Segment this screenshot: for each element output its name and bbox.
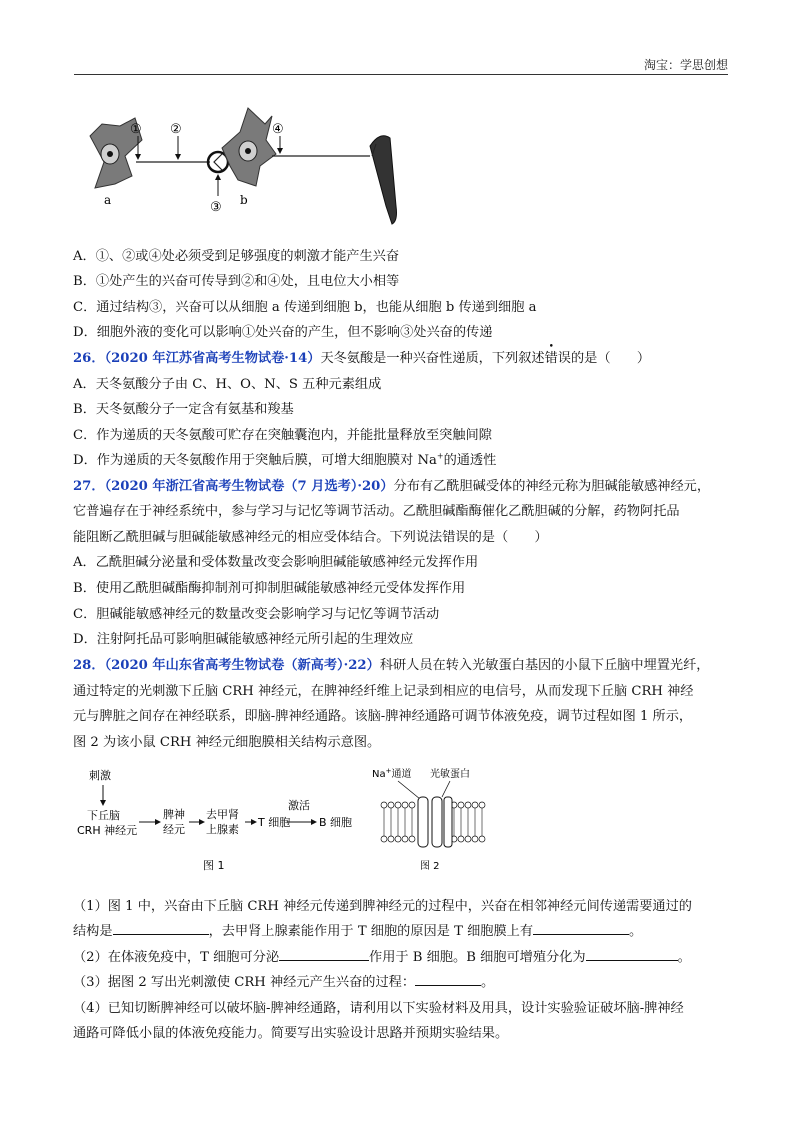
q25-option-c: C．通过结构③，兴奋可以从细胞 a 传递到细胞 b，也能从细胞 b 传递到细胞 a bbox=[73, 300, 537, 315]
q26-number: 26． bbox=[73, 351, 105, 366]
q28-number: 28． bbox=[73, 658, 105, 673]
header-text: 淘宝：学思创想 bbox=[643, 58, 728, 72]
fig1-node-crh: CRH 神经元 bbox=[77, 824, 138, 837]
label-2: ② bbox=[170, 122, 182, 137]
q26-option-c: C．作为递质的天冬氨酸可贮存在突触囊泡内，并能批量释放至突触间隙 bbox=[73, 428, 492, 443]
q27-stem-1: 27．（2020 年浙江省高考生物试卷（7 月选考）·20）分布有乙酰胆碱受体的神经元称为胆碱能敏感神经元， bbox=[73, 479, 711, 494]
fig1-activate: 激活 bbox=[288, 799, 310, 812]
answer-blank-2[interactable] bbox=[533, 922, 629, 935]
label-a: a bbox=[104, 193, 112, 207]
fig1-caption: 图 1 bbox=[203, 859, 225, 872]
fig1-node-ne-a: 去甲肾 bbox=[206, 808, 239, 821]
fig1-node-hypothalamus: 下丘脑 bbox=[87, 809, 120, 822]
answer-blank-1[interactable] bbox=[113, 922, 209, 935]
q28-sub4-line1: （4）已知切断脾神经可以破坏脑-脾神经通路，请利用以下实验材料及用具，设计实验验证破坏脑-脾神经 bbox=[73, 1001, 684, 1016]
answer-blank-4[interactable] bbox=[586, 948, 678, 961]
fig1-node-spleen-a: 脾神 bbox=[163, 808, 185, 821]
q27-option-a: A．乙酰胆碱分泌量和受体数量改变会影响胆碱能敏感神经元发挥作用 bbox=[73, 555, 479, 570]
q25-option-d: D．细胞外液的变化可以影响①处兴奋的产生，但不影响③处兴奋的传递 bbox=[73, 325, 493, 340]
q28-source: （2020 年山东省高考生物试卷（新高考）·22） bbox=[104, 658, 380, 673]
fig2-caption: 图 2 bbox=[420, 861, 440, 872]
label-b: b bbox=[240, 193, 248, 207]
q25-option-b: B．①处产生的兴奋可传导到②和④处，且电位大小相等 bbox=[73, 274, 400, 289]
q27-option-d: D．注射阿托品可影响胆碱能敏感神经元所引起的生理效应 bbox=[73, 632, 414, 647]
q27-stem-3: 能阻断乙酰胆碱与胆碱能敏感神经元的相应受体结合。下列说法错误的是（ ） bbox=[73, 530, 548, 545]
fig2-photoprotein: 光敏蛋白 bbox=[430, 769, 470, 780]
fig2-na-channel: Na+通道 bbox=[372, 767, 412, 780]
q27-option-b: B．使用乙酰胆碱酯酶抑制剂可抑制胆碱能敏感神经元受体发挥作用 bbox=[73, 581, 466, 596]
answer-blank-5[interactable] bbox=[415, 973, 481, 986]
q25-option-a: A．①、②或④处必须受到足够强度的刺激才能产生兴奋 bbox=[73, 249, 400, 264]
fig1-node-bcell: B 细胞 bbox=[319, 816, 353, 829]
label-4: ④ bbox=[272, 122, 284, 137]
q28-stem-4: 图 2 为该小鼠 CRH 神经元细胞膜相关结构示意图。 bbox=[73, 735, 381, 750]
neuron-figure bbox=[80, 96, 420, 226]
label-1: ① bbox=[130, 122, 142, 137]
q26-option-a: A．天冬氨酸分子由 C、H、O、N、S 五种元素组成 bbox=[73, 377, 382, 392]
figure-2 bbox=[372, 767, 490, 877]
q27-number: 27． bbox=[73, 479, 105, 494]
answer-blank-3[interactable] bbox=[279, 948, 369, 961]
q26-source: （2020 年江苏省高考生物试卷·14） bbox=[104, 351, 321, 366]
page-header bbox=[74, 52, 728, 75]
q27-option-c: C．胆碱能敏感神经元的数量改变会影响学习与记忆等调节活动 bbox=[73, 607, 440, 622]
q28-stem-1: 28．（2020 年山东省高考生物试卷（新高考）·22）科研人员在转入光敏蛋白基因的小鼠下丘脑中埋置光纤， bbox=[73, 658, 710, 673]
q26-option-d: D．作为递质的天冬氨酸作用于突触后膜，可增大细胞膜对 Na+的通透性 bbox=[73, 451, 497, 468]
fig1-node-ne-b: 上腺素 bbox=[206, 823, 239, 836]
fig1-node-tcell: T 细胞 bbox=[258, 816, 291, 829]
label-3: ③ bbox=[210, 200, 222, 215]
q28-sub1-line1: （1）图 1 中，兴奋由下丘脑 CRH 神经元传递到脾神经元的过程中，兴奋在相邻神经元间传递需要通过的 bbox=[73, 899, 692, 914]
q28-stem-3: 元与脾脏之间存在神经联系，即脑-脾神经通路。该脑-脾神经通路可调节体液免疫，调节过程如图 1 所示， bbox=[73, 709, 693, 724]
figure-1 bbox=[75, 767, 375, 877]
q27-stem-2: 它普遍存在于神经系统中，参与学习与记忆等调节活动。乙酰胆碱酯酶催化乙酰胆碱的分解，药物阿托品 bbox=[73, 504, 680, 519]
q28-stem-2: 通过特定的光刺激下丘脑 CRH 神经元，在脾神经纤维上记录到相应的电信号，从而发现下丘脑 CRH 神经 bbox=[73, 684, 694, 699]
fig1-stimulus: 刺激 bbox=[89, 769, 111, 782]
q28-sub4-line2: 通路可降低小鼠的体液免疫能力。简要写出实验设计思路并预期实验结果。 bbox=[73, 1026, 509, 1041]
fig1-node-spleen-b: 经元 bbox=[163, 823, 185, 836]
q26-option-b: B．天冬氨酸分子一定含有氨基和羧基 bbox=[73, 402, 294, 417]
q28-sub3: （3）据图 2 写出光刺激使 CRH 神经元产生兴奋的过程： 。 bbox=[73, 975, 495, 990]
q28-sub1-line2: 结构是 ，去甲肾上腺素能作用于 T 细胞的原因是 T 细胞膜上有 。 bbox=[73, 924, 643, 939]
q27-source: （2020 年浙江省高考生物试卷（7 月选考）·20） bbox=[104, 479, 394, 494]
q28-sub2: （2）在体液免疫中，T 细胞可分泌 作用于 B 细胞。B 细胞可增殖分化为 。 bbox=[73, 950, 691, 965]
emphasis-error: 错误 bbox=[544, 351, 571, 366]
q26-stem: 26．（2020 年江苏省高考生物试卷·14）天冬氨酸是一种兴奋性递质，下列叙述错误的是（ ） bbox=[73, 351, 651, 366]
